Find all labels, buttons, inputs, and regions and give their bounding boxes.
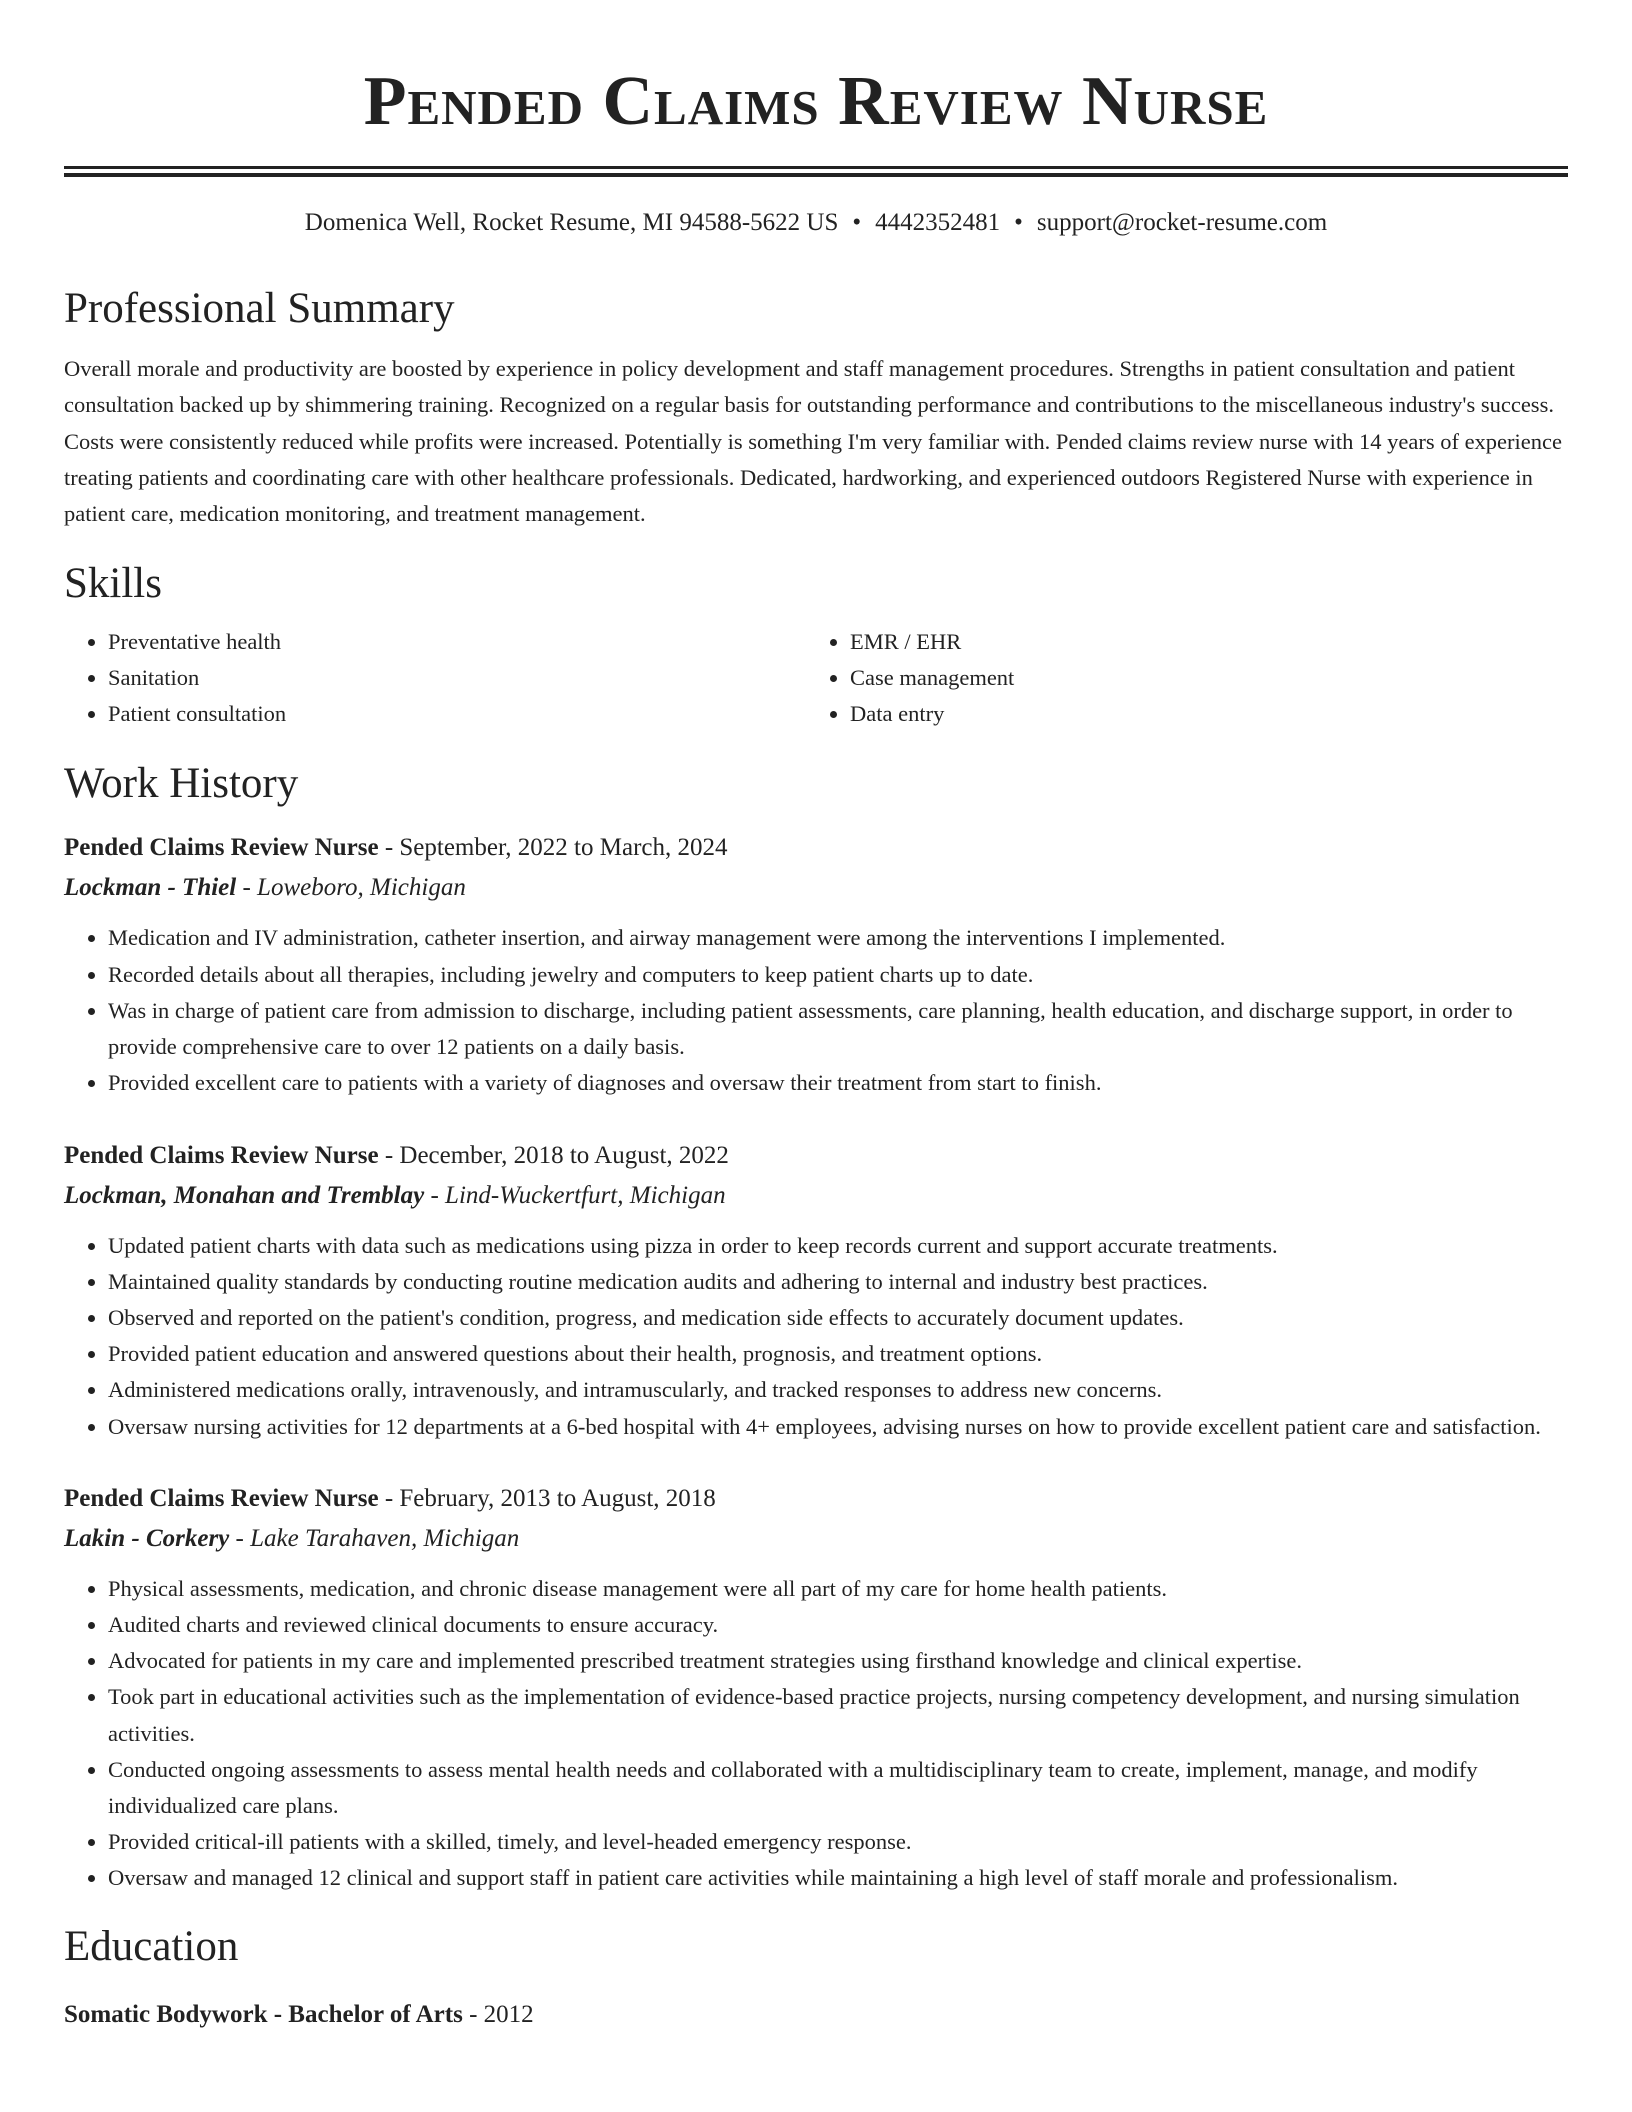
company-location: Lind-Wuckertfurt, Michigan bbox=[445, 1181, 726, 1209]
dash: - bbox=[462, 2000, 484, 2028]
contact-address: Domenica Well, Rocket Resume, MI 94588-5622 US bbox=[304, 209, 839, 236]
job-bullet: • Recorded details about all therapies, including jewelry and computers to keep patient charts up to date. bbox=[108, 957, 1568, 993]
skill-item: • Patient consultation bbox=[108, 696, 806, 732]
dash: - bbox=[229, 1524, 251, 1552]
contact-separator: • bbox=[1014, 209, 1023, 236]
dash: - bbox=[378, 834, 400, 862]
company-name: Lockman - Thiel bbox=[64, 874, 237, 902]
job-title: Pended Claims Review Nurse bbox=[64, 1141, 379, 1169]
summary-text: Overall morale and productivity are boosted by experience in policy development and staff management procedures. Strengths in patient consultation and patient consultation backed up by shimmering training. Recognized on a regular basis for outstanding performance and contributions to the miscellaneous industry's success. Costs were consistently reduced while profits were increased. Potentially is something I'm very familiar with. Pended claims review nurse with 14 years of experience treating patients and coordinating care with other healthcare professionals. Dedicated, hardworking, and experienced outdoors Registered Nurse with experience in patient care, medication monitoring, and treatment management. bbox=[64, 356, 1562, 527]
job-bullet: • Oversaw nursing activities for 12 departments at a 6-bed hospital with 4+ employees, advising nurses on how to provide excellent patient care and satisfaction. bbox=[108, 1409, 1568, 1445]
company-location: Lake Tarahaven, Michigan bbox=[250, 1524, 520, 1552]
job-bullet: • Conducted ongoing assessments to assess mental health needs and collaborated with a multidisciplinary team to create, implement, manage, and modify individualized care plans. bbox=[108, 1752, 1568, 1824]
job-bullet: • Advocated for patients in my care and implemented prescribed treatment strategies using firsthand knowledge and clinical expertise. bbox=[108, 1643, 1568, 1679]
skills-heading: Skills bbox=[64, 560, 162, 608]
work-history-heading: Work History bbox=[64, 760, 299, 808]
contact-phone: 4442352481 bbox=[875, 209, 1001, 236]
dash: - bbox=[424, 1181, 446, 1209]
skills-list bbox=[64, 624, 1568, 732]
title-divider bbox=[64, 166, 1568, 177]
job-bullet: • Updated patient charts with data such as medications using pizza in order to keep records current and support accurate treatments. bbox=[108, 1228, 1568, 1264]
contact-line bbox=[64, 207, 1568, 239]
job-bullet: • Observed and reported on the patient's condition, progress, and medication side effects to accurately document updates. bbox=[108, 1300, 1568, 1336]
job-title-line bbox=[64, 1479, 1568, 1519]
contact-email: support@rocket-resume.com bbox=[1036, 209, 1328, 236]
job-bullet: • Provided excellent care to patients with a variety of diagnoses and oversaw their treatment from start to finish. bbox=[108, 1065, 1568, 1101]
job-bullet: • Administered medications orally, intravenously, and intramuscularly, and tracked responses to address new concerns. bbox=[108, 1372, 1568, 1408]
contact-separator: • bbox=[852, 209, 862, 236]
job-bullet: • Provided critical-ill patients with a skilled, timely, and level-headed emergency response. bbox=[108, 1824, 1568, 1860]
job-bullet: • Took part in educational activities such as the implementation of evidence-based practice projects, nursing competency development, and nursing simulation activities. bbox=[108, 1679, 1568, 1751]
job-bullets bbox=[64, 1571, 1568, 1897]
job-entry bbox=[64, 1136, 1568, 1445]
job-title-line bbox=[64, 828, 1568, 868]
skill-item: • Data entry bbox=[850, 696, 1548, 732]
job-bullets bbox=[64, 920, 1568, 1101]
job-title: Pended Claims Review Nurse bbox=[64, 1484, 379, 1512]
company-name: Lakin - Corkery bbox=[64, 1524, 230, 1552]
company-line bbox=[64, 1176, 1568, 1216]
job-entry bbox=[64, 1479, 1568, 1897]
job-bullet: • Provided patient education and answered questions about their health, prognosis, and treatment options. bbox=[108, 1336, 1568, 1372]
job-title-line bbox=[64, 1136, 1568, 1176]
skill-item: • Case management bbox=[850, 660, 1548, 696]
company-location: Loweboro, Michigan bbox=[257, 874, 466, 902]
company-name: Lockman, Monahan and Tremblay bbox=[64, 1181, 425, 1209]
job-dates: September, 2022 to March, 2024 bbox=[399, 834, 728, 862]
skill-item: • Preventative health bbox=[108, 624, 806, 660]
education-year: 2012 bbox=[483, 2000, 534, 2028]
dash: - bbox=[378, 1141, 400, 1169]
summary-heading: Professional Summary bbox=[64, 285, 455, 332]
job-bullets bbox=[64, 1228, 1568, 1445]
job-entry bbox=[64, 828, 1568, 1101]
job-bullet: • Physical assessments, medication, and chronic disease management were all part of my care for home health patients. bbox=[108, 1571, 1568, 1607]
company-line bbox=[64, 1519, 1568, 1559]
skills-column-left bbox=[64, 624, 806, 732]
dash: - bbox=[236, 874, 258, 902]
education-heading: Education bbox=[64, 1922, 239, 1970]
job-dates: December, 2018 to August, 2022 bbox=[399, 1141, 729, 1169]
skills-column-right bbox=[806, 624, 1548, 732]
job-bullet: • Oversaw and managed 12 clinical and support staff in patient care activities while maintaining a high level of staff morale and professionalism. bbox=[108, 1860, 1568, 1896]
job-dates: February, 2013 to August, 2018 bbox=[399, 1484, 716, 1512]
education-degree: Somatic Bodywork - Bachelor of Arts bbox=[64, 2000, 463, 2028]
skill-item: • EMR / EHR bbox=[850, 624, 1548, 660]
job-bullet: • Maintained quality standards by conducting routine medication audits and adhering to internal and industry best practices. bbox=[108, 1264, 1568, 1300]
job-bullet: • Was in charge of patient care from admission to discharge, including patient assessments, care planning, health education, and discharge support, in order to provide comprehensive care to over 12 patients on a daily basis. bbox=[108, 993, 1568, 1065]
resume-title: Pended Claims Review Nurse bbox=[363, 63, 1269, 140]
skill-item: • Sanitation bbox=[108, 660, 806, 696]
job-title: Pended Claims Review Nurse bbox=[64, 834, 379, 862]
job-bullet: • Audited charts and reviewed clinical documents to ensure accuracy. bbox=[108, 1607, 1568, 1643]
dash: - bbox=[378, 1484, 400, 1512]
job-bullet: • Medication and IV administration, catheter insertion, and airway management were among the interventions I implemented. bbox=[108, 920, 1568, 956]
education-entry bbox=[64, 1995, 1568, 2035]
company-line bbox=[64, 868, 1568, 908]
